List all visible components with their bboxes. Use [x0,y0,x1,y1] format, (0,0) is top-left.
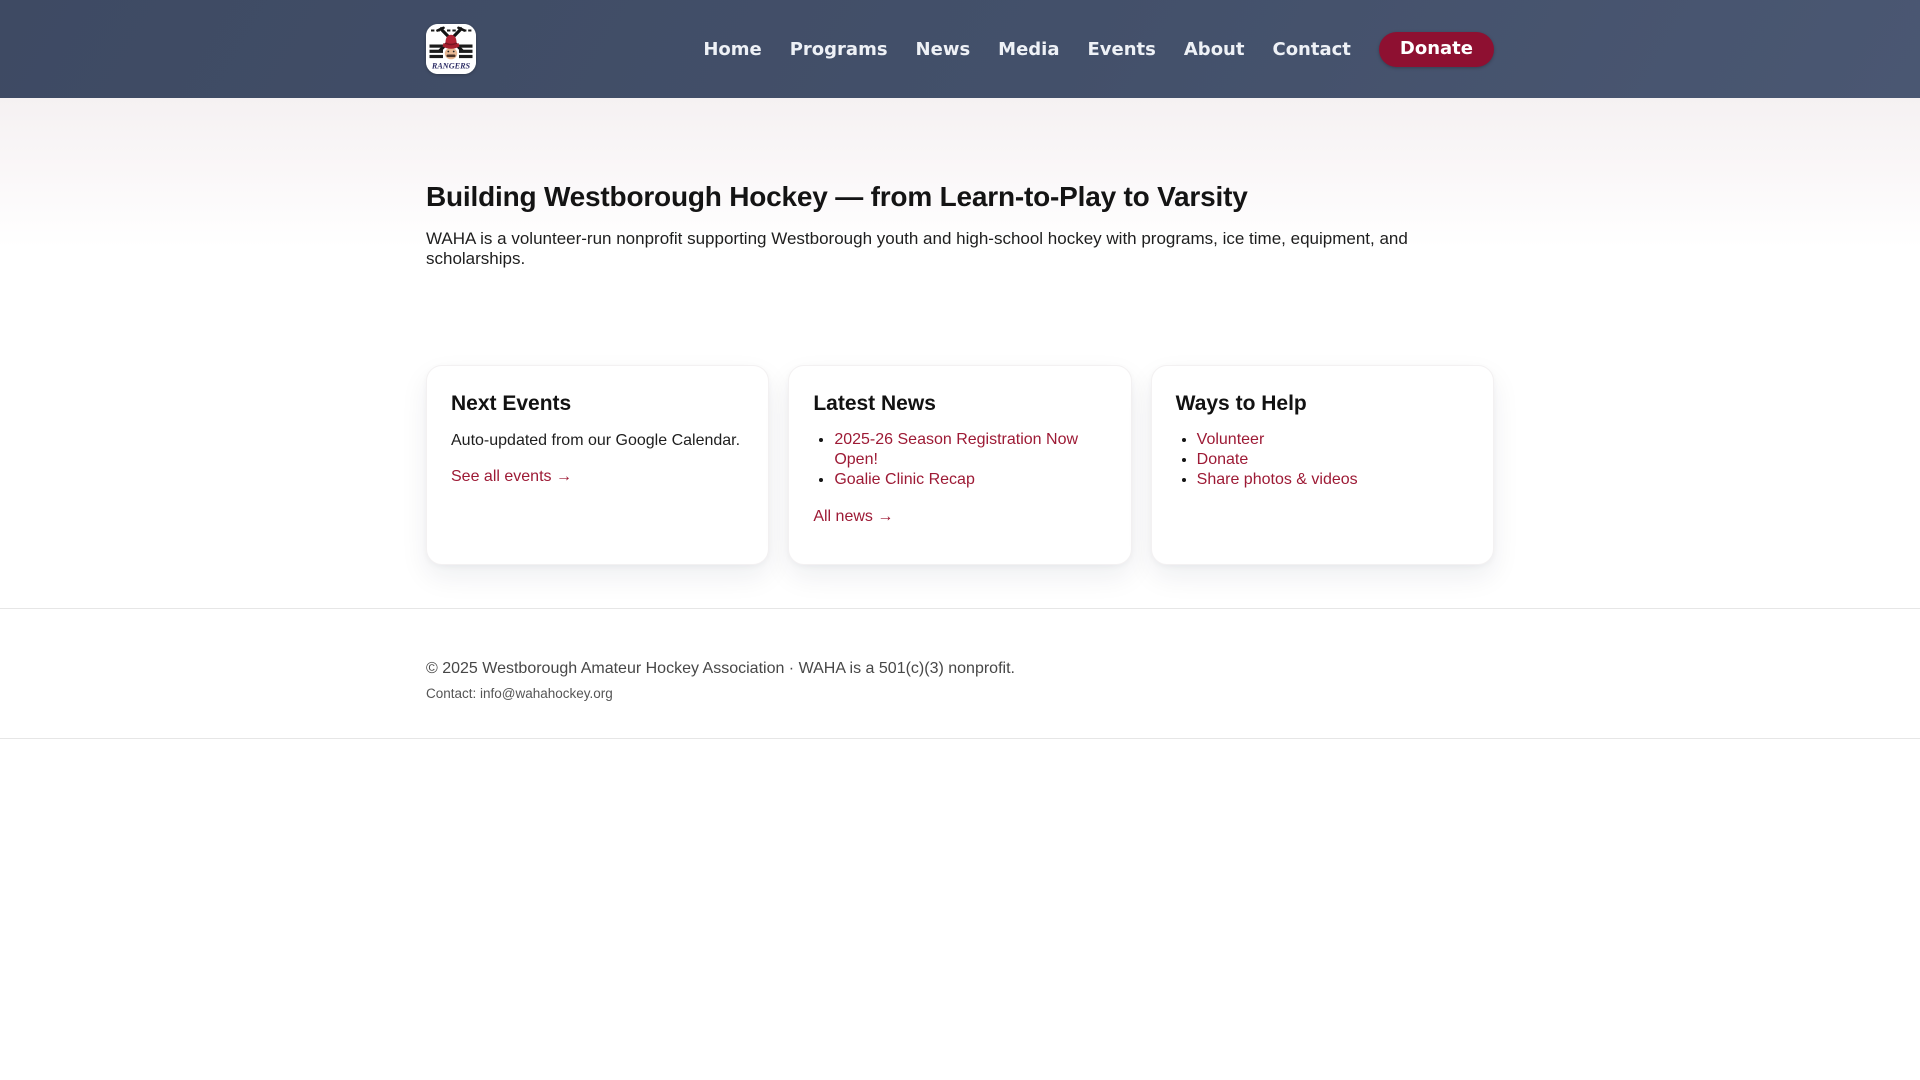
hero-subtitle: WAHA is a volunteer-run nonprofit supporting Westborough youth and high-school hockey with programs, ice time, equipment, and scholarships. [426,229,1408,269]
list-item [1197,430,1469,450]
donate-button[interactable]: Donate [1379,32,1494,67]
volunteer-link[interactable]: Volunteer [1196,431,1265,449]
all-news-link[interactable]: All news → [813,508,894,526]
news-link-registration[interactable]: 2025-26 Season Registration Now Open! [834,431,1079,469]
nav-item-about[interactable]: About [1183,38,1245,60]
news-link-goalie-clinic[interactable]: Goalie Clinic Recap [834,471,975,489]
info-cards-row [426,365,1494,565]
latest-news-title: Latest News [813,392,936,416]
nav-item-contact[interactable]: Contact [1272,38,1351,60]
donate-link[interactable]: Donate [1196,451,1249,469]
share-photos-link[interactable]: Share photos & videos [1196,471,1358,489]
next-events-description: Auto-updated from our Google Calendar. [451,432,741,450]
main-navigation [703,32,1494,67]
list-item [834,430,1106,470]
copyright-text: © 2025 Westborough Amateur Hockey Association · WAHA is a 501(c)(3) nonprofit. [426,660,1015,678]
ways-to-help-card [1151,365,1494,565]
next-events-card [426,365,769,565]
logo-wordmark: RANGERS [431,61,471,71]
page-footer [0,609,1920,739]
ways-to-help-title: Ways to Help [1175,392,1307,416]
nav-item-media[interactable]: Media [998,38,1060,60]
list-item [834,470,1106,490]
see-all-events-link[interactable]: See all events → [451,468,572,486]
nav-item-news[interactable]: News [915,38,971,60]
latest-news-card [788,365,1131,565]
list-item [1197,470,1469,490]
main-content [0,98,1920,609]
nav-item-programs[interactable]: Programs [789,38,888,60]
top-navbar [0,0,1920,98]
nav-item-home[interactable]: Home [703,38,762,60]
help-list [1176,430,1469,490]
rangers-logo-icon [426,24,476,74]
page-title: Building Westborough Hockey — from Learn-to-Play to Varsity [426,181,1248,212]
team-logo[interactable] [426,24,476,74]
contact-email-text: Contact: info@wahahockey.org [426,686,613,702]
next-events-title: Next Events [451,392,572,416]
news-list [813,430,1106,490]
list-item [1197,450,1469,470]
nav-item-events[interactable]: Events [1087,38,1156,60]
